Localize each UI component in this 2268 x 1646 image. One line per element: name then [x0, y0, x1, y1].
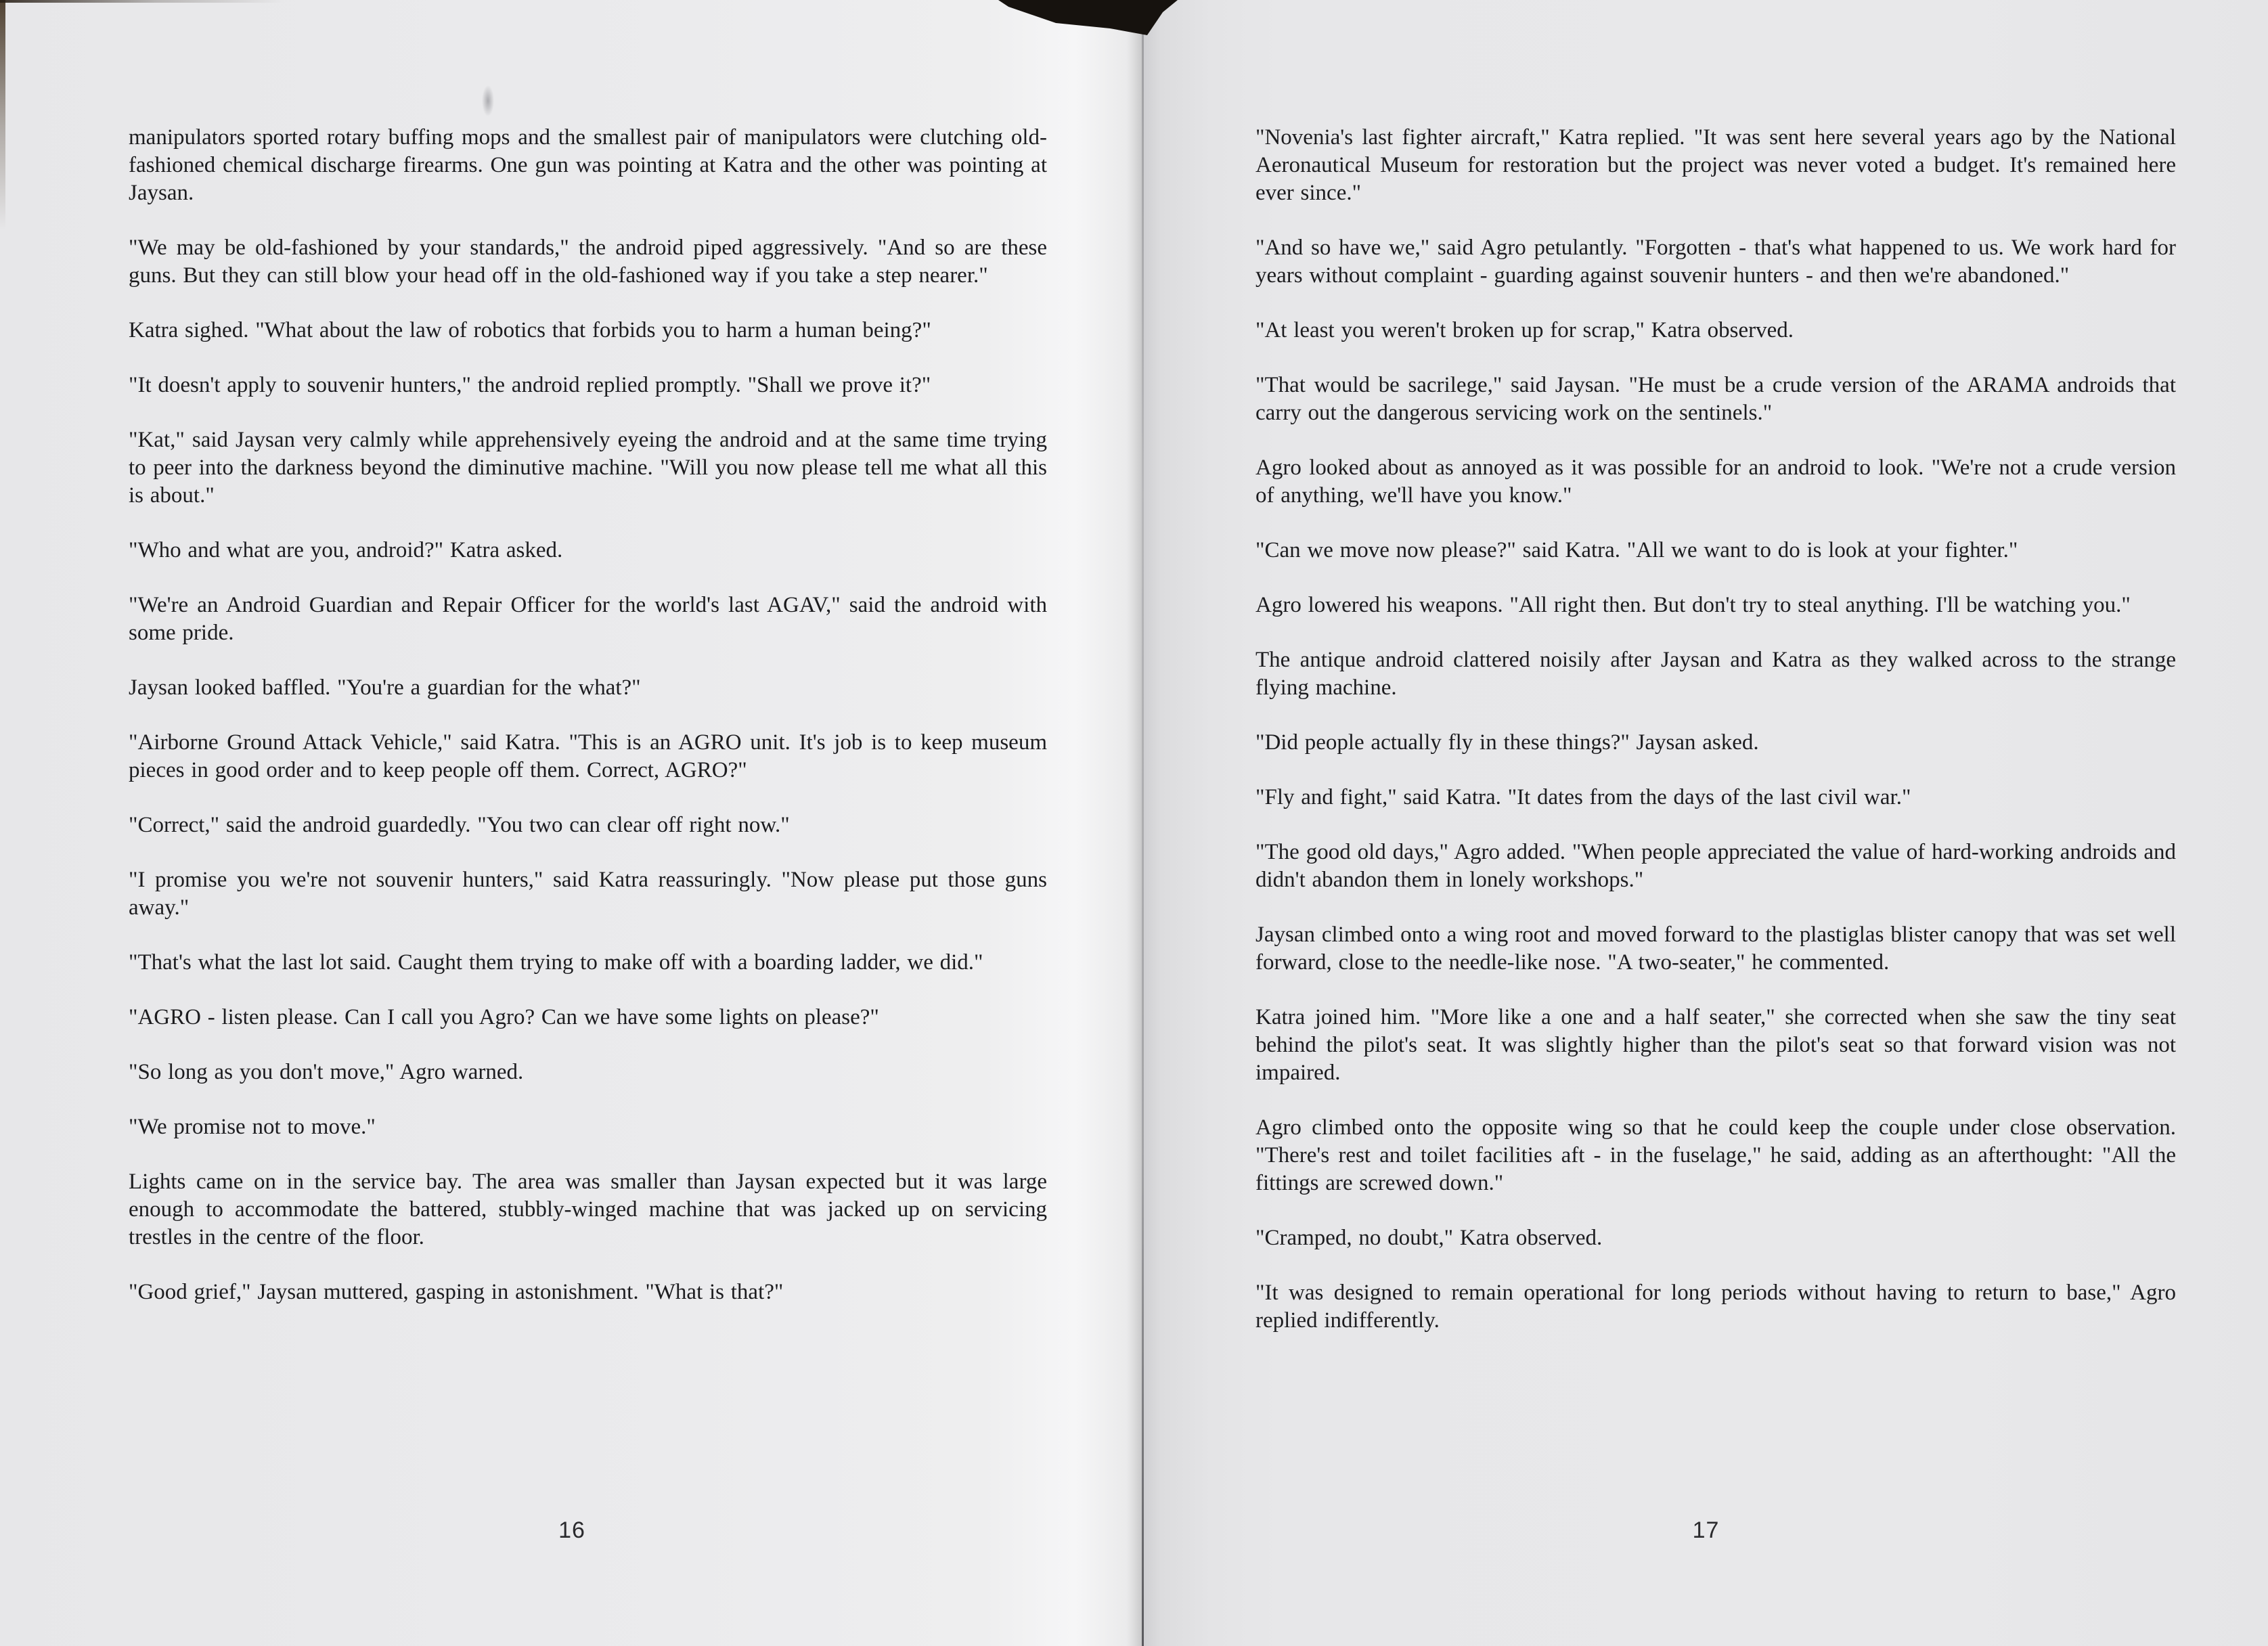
paragraph: "Did people actually fly in these things?" Jaysan asked.	[1255, 730, 1759, 755]
paragraph: "Airborne Ground Attack Vehicle," said Katra. "This is an AGRO unit. It's job is to keep museum pieces in good order and to keep people off them. Correct, AGRO?"	[129, 730, 1047, 782]
paragraph: Jaysan climbed onto a wing root and moved forward to the plastiglas blister canopy that was set well forward, close to the needle-like nose. "A two-seater," he commented.	[1255, 922, 2176, 975]
paragraph: "We're an Android Guardian and Repair Officer for the world's last AGAV," said the android with some pride.	[129, 593, 1047, 645]
paragraph: "AGRO - listen please. Can I call you Agro? Can we have some lights on please?"	[129, 1005, 879, 1029]
paragraph: "Who and what are you, android?" Katra asked.	[129, 538, 563, 562]
paragraph: "Novenia's last fighter aircraft," Katra replied. "It was sent here several years ago by the National Aeronautical Museum for restoration but the project was never voted a budget. It's remained here ever since."	[1255, 125, 2176, 205]
book-edge-top	[0, 0, 284, 3]
paragraph: "Fly and fight," said Katra. "It dates from the days of the last civil war."	[1255, 785, 1911, 809]
paragraph: "That's what the last lot said. Caught them trying to make off with a boarding ladder, we did."	[129, 950, 983, 975]
paragraph: "Can we move now please?" said Katra. "All we want to do is look at your fighter."	[1255, 538, 2018, 562]
paragraph: "Cramped, no doubt," Katra observed.	[1255, 1226, 1603, 1250]
page-right	[1144, 0, 2268, 1646]
paragraph: "So long as you don't move," Agro warned.	[129, 1060, 524, 1084]
book-edge-left	[0, 0, 5, 230]
paragraph: "I promise you we're not souvenir hunters," said Katra reassuringly. "Now please put those guns away."	[129, 868, 1047, 920]
paragraph: "It doesn't apply to souvenir hunters," the android replied promptly. "Shall we prove it?"	[129, 373, 931, 397]
page-left-text	[129, 124, 1047, 1333]
gutter-shadow	[1126, 0, 1142, 1646]
paragraph: "Correct," said the android guardedly. "You two can clear off right now."	[129, 813, 790, 837]
paragraph: "At least you weren't broken up for scrap," Katra observed.	[1255, 318, 1794, 342]
paragraph: Katra joined him. "More like a one and a half seater," she corrected when she saw the tiny seat behind the pilot's seat. It was slightly higher than the pilot's seat so that forward vision was not impaired.	[1255, 1005, 2176, 1085]
paragraph: Katra sighed. "What about the law of robotics that forbids you to harm a human being?"	[129, 318, 931, 342]
page-right-text	[1255, 124, 2176, 1362]
gutter-seam	[1142, 0, 1144, 1646]
paragraph: "Good grief," Jaysan muttered, gasping in astonishment. "What is that?"	[129, 1280, 784, 1304]
paragraph: The antique android clattered noisily after Jaysan and Katra as they walked across to the strange flying machine.	[1255, 648, 2176, 700]
paragraph: Jaysan looked baffled. "You're a guardian for the what?"	[129, 675, 641, 700]
paragraph: Agro looked about as annoyed as it was possible for an android to look. "We're not a crude version of anything, we'll have you know."	[1255, 455, 2176, 508]
paragraph: "The good old days," Agro added. "When people appreciated the value of hard-working androids and didn't abandon them in lonely workshops."	[1255, 840, 2176, 892]
paragraph: "And so have we," said Agro petulantly. "Forgotten - that's what happened to us. We work hard for years without complaint - guarding against souvenir hunters - and then we're abandoned."	[1255, 236, 2176, 288]
paragraph: "Kat," said Jaysan very calmly while apprehensively eyeing the android and at the same time trying to peer into the darkness beyond the diminutive machine. "Will you now please tell me what all this is about."	[129, 428, 1047, 508]
paragraph: Lights came on in the service bay. The area was smaller than Jaysan expected but it was large enough to accommodate the battered, stubbly-winged machine that was jacked up on servicing trestles in the centre of the floor.	[129, 1170, 1047, 1249]
scan-smudge	[482, 85, 494, 116]
paragraph: "That would be sacrilege," said Jaysan. "He must be a crude version of the ARAMA androids that carry out the dangerous servicing work on the sentinels."	[1255, 373, 2176, 425]
paragraph: "We promise not to move."	[129, 1115, 376, 1139]
paragraph: "It was designed to remain operational for long periods without having to return to base," Agro replied indifferently.	[1255, 1281, 2176, 1333]
page-right-number: 17	[1692, 1517, 1720, 1543]
paragraph: "We may be old-fashioned by your standards," the android piped aggressively. "And so are these guns. But they can still blow your head off in the old-fashioned way if you take a step nearer."	[129, 236, 1047, 288]
paragraph: Agro climbed onto the opposite wing so that he could keep the couple under close observation. "There's rest and toilet facilities aft - in the fuselage," he said, adding as an afterthought: "All the fittings are screwed down."	[1255, 1115, 2176, 1195]
paragraph: manipulators sported rotary buffing mops and the smallest pair of manipulators were clutching old-fashioned chemical discharge firearms. One gun was pointing at Katra and the other was pointing at Jaysan.	[129, 125, 1047, 205]
page-left-number: 16	[558, 1517, 585, 1543]
paragraph: Agro lowered his weapons. "All right then. But don't try to steal anything. I'll be watching you."	[1255, 593, 2131, 617]
